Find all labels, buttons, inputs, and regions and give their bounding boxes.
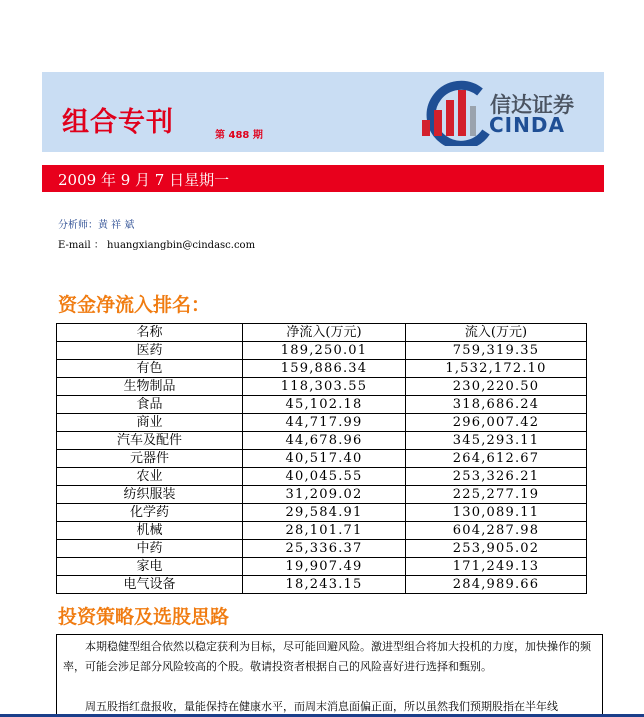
fund-flow-table xyxy=(56,323,587,594)
cell-inflow: 1,532,172.10 xyxy=(406,360,587,378)
cell-inflow: 230,220.50 xyxy=(406,378,587,396)
cell-industry-name: 化学药 xyxy=(57,504,243,522)
cell-industry-name: 有色 xyxy=(57,360,243,378)
cell-inflow: 284,989.66 xyxy=(406,576,587,594)
cell-industry-name: 家电 xyxy=(57,558,243,576)
table-row xyxy=(57,450,587,468)
cell-net-inflow: 28,101.71 xyxy=(243,522,406,540)
cell-inflow: 225,277.19 xyxy=(406,486,587,504)
table-row xyxy=(57,432,587,450)
table-row xyxy=(57,558,587,576)
cell-net-inflow: 44,678.96 xyxy=(243,432,406,450)
table-row xyxy=(57,468,587,486)
cell-inflow: 604,287.98 xyxy=(406,522,587,540)
cell-net-inflow: 118,303.55 xyxy=(243,378,406,396)
cell-inflow: 264,612.67 xyxy=(406,450,587,468)
cell-industry-name: 电气设备 xyxy=(57,576,243,594)
cell-industry-name: 纺织服装 xyxy=(57,486,243,504)
logo-name-en: CINDA xyxy=(489,113,565,137)
cell-industry-name: 机械 xyxy=(57,522,243,540)
date-bar xyxy=(42,165,604,192)
analyst-email: E-mail ： huangxiangbin@cindasc.com xyxy=(58,240,256,251)
cell-industry-name: 医药 xyxy=(57,342,243,360)
cell-inflow: 345,293.11 xyxy=(406,432,587,450)
publication-title: 组合专刊 xyxy=(62,107,174,138)
analyst-name: 分析师：黄 祥 斌 xyxy=(58,220,135,231)
cell-inflow: 253,326.21 xyxy=(406,468,587,486)
cell-industry-name: 汽车及配件 xyxy=(57,432,243,450)
header-banner xyxy=(42,72,604,152)
section-title-fund-flow: 资金净流入排名： xyxy=(58,294,211,316)
cell-net-inflow: 40,517.40 xyxy=(243,450,406,468)
cell-inflow: 253,905.02 xyxy=(406,540,587,558)
column-header-inflow: 流入(万元) xyxy=(406,324,587,342)
strategy-text-box xyxy=(56,634,603,717)
cell-net-inflow: 19,907.49 xyxy=(243,558,406,576)
cell-inflow: 759,319.35 xyxy=(406,342,587,360)
cell-net-inflow: 31,209.02 xyxy=(243,486,406,504)
table-header-row xyxy=(57,324,587,342)
table-row xyxy=(57,522,587,540)
cell-industry-name: 生物制品 xyxy=(57,378,243,396)
publication-date: 2009 年 9 月 7 日星期一 xyxy=(58,171,230,189)
table-row xyxy=(57,396,587,414)
cell-net-inflow: 29,584.91 xyxy=(243,504,406,522)
cell-net-inflow: 45,102.18 xyxy=(243,396,406,414)
cell-net-inflow: 189,250.01 xyxy=(243,342,406,360)
cell-industry-name: 中药 xyxy=(57,540,243,558)
strategy-paragraph: 本期稳健型组合依然以稳定获利为目标，尽可能回避风险。激进型组合将加大投机的力度，加快操作的频率，可能会涉足部分风险较高的个股。敬请投资者根据自己的风险喜好进行选择和甄别。 xyxy=(63,640,591,673)
table-row xyxy=(57,540,587,558)
cell-inflow: 318,686.24 xyxy=(406,396,587,414)
section-title-strategy: 投资策略及选股思路 xyxy=(58,606,230,628)
cell-net-inflow: 18,243.15 xyxy=(243,576,406,594)
logo-name-cn: 信达证券 xyxy=(490,93,574,117)
table-row xyxy=(57,414,587,432)
table-row xyxy=(57,378,587,396)
column-header-net-inflow: 净流入(万元) xyxy=(243,324,406,342)
cell-net-inflow: 40,045.55 xyxy=(243,468,406,486)
cell-net-inflow: 44,717.99 xyxy=(243,414,406,432)
cell-inflow: 130,089.11 xyxy=(406,504,587,522)
cell-industry-name: 食品 xyxy=(57,396,243,414)
strategy-paragraph: 周五股指红盘报收，量能保持在健康水平，而周末消息面偏正面，所以虽然我们预期股指在半年线 xyxy=(85,700,558,713)
cell-industry-name: 元器件 xyxy=(57,450,243,468)
column-header-name: 名称 xyxy=(57,324,243,342)
cell-net-inflow: 25,336.37 xyxy=(243,540,406,558)
issue-number: 第 488 期 xyxy=(215,130,263,141)
table-row xyxy=(57,360,587,378)
cell-net-inflow: 159,886.34 xyxy=(243,360,406,378)
table-row xyxy=(57,504,587,522)
table-row xyxy=(57,342,587,360)
table-row xyxy=(57,576,587,594)
table-row xyxy=(57,486,587,504)
cell-industry-name: 农业 xyxy=(57,468,243,486)
cell-inflow: 171,249.13 xyxy=(406,558,587,576)
cell-inflow: 296,007.42 xyxy=(406,414,587,432)
table-body xyxy=(57,342,587,594)
cell-industry-name: 商业 xyxy=(57,414,243,432)
